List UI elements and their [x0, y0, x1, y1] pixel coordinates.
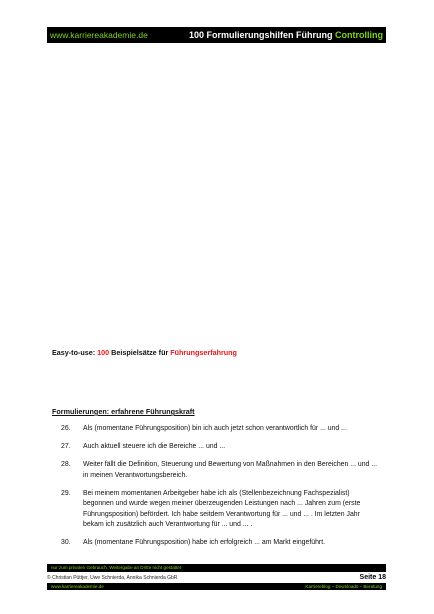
list-item — [52, 442, 382, 453]
item-number: 26. — [61, 425, 71, 432]
item-text: Als (momentane Führungsposition) habe ich erfolgreich ... am Markt eingeführt. — [83, 539, 326, 546]
header-site-link[interactable]: www.karriereakademie.de — [50, 30, 148, 40]
page-number: Seite 18 — [359, 574, 386, 581]
intro-topic: Führungserfahrung — [170, 348, 237, 357]
header-title — [189, 30, 383, 40]
list-item — [52, 460, 382, 481]
intro-count: 100 — [97, 348, 110, 357]
header-title-accent: Controlling — [335, 30, 383, 40]
item-number: 27. — [61, 443, 71, 450]
footer-copyright-row — [47, 573, 386, 582]
footer-breadcrumb[interactable]: Karriereblog – Downloads – Beratung — [305, 584, 382, 589]
footer-notice: nur zum privaten Gebrauch, Weitergabe an Dritte nicht gestattet — [47, 564, 386, 572]
footer-copyright: © Christian Püttjer, Uwe Schnierda, Annika Schnierda GbR — [47, 574, 178, 581]
intro-middle: Beispielsätze für — [109, 348, 171, 357]
item-number: 30. — [61, 539, 71, 546]
footer-links — [47, 583, 386, 590]
item-number: 28. — [61, 461, 71, 468]
intro-line — [52, 348, 237, 357]
item-text: Als (momentane Führungsposition) bin ich auch jetzt schon verantwortlich für ... und ... — [83, 425, 347, 432]
phrase-list — [52, 424, 382, 556]
item-text: Bei meinem momentanen Arbeitgeber habe ich als (Stellenbezeichnung Fachspezialist) begonnen und wurde wegen meiner überzeugenden Leistungen nach ... Jahren zum (erste Führungsposition) befördert. Ich habe seitdem Verantwortung für ... und ... . Im letzten Jahr bekam ich zusätzlich auch Verantwortung für ... und ... . — [83, 489, 361, 528]
list-item — [52, 424, 382, 435]
footer-site-link[interactable]: www.karriereakademie.de — [51, 584, 104, 589]
header-title-main: 100 Formulierungshilfen Führung — [188, 30, 335, 40]
item-text: Weiter fällt die Definition, Steuerung und Bewertung von Maßnahmen in den Bereichen ... und ... in meinen Verantwortungsbereich. — [83, 461, 378, 479]
list-item — [52, 489, 382, 531]
item-number: 29. — [61, 489, 71, 497]
list-item — [52, 538, 382, 549]
section-title: Formulierungen: erfahrene Führungskraft — [52, 407, 195, 416]
intro-prefix: Easy-to-use: — [52, 348, 98, 357]
item-text: Auch aktuell steuere ich die Bereiche ... und ... — [83, 443, 226, 450]
page-header — [47, 27, 386, 43]
